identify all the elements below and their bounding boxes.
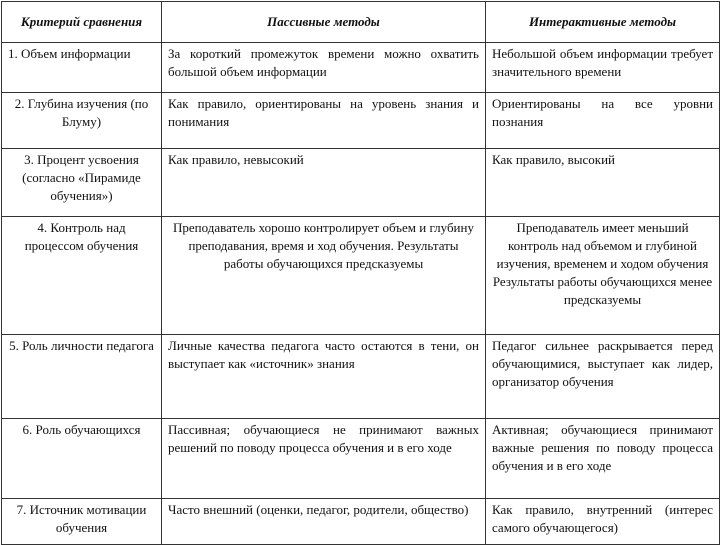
table-row — [2, 93, 720, 149]
header-interactive: Интерактивные методы — [486, 2, 720, 43]
table-row — [2, 149, 720, 217]
criterion-cell: 4. Контроль над процессом обучения — [2, 217, 162, 335]
header-passive: Пассивные методы — [162, 2, 486, 43]
header-criterion: Критерий сравнения — [2, 2, 162, 43]
comparison-table — [1, 1, 720, 545]
passive-cell: Пассивная; обучающиеся не принимают важных решений по поводу процесса обучения и в его ходе — [162, 419, 486, 499]
interactive-cell: Ориентированы на все уровни познания — [486, 93, 720, 149]
table-row — [2, 217, 720, 335]
table-row — [2, 335, 720, 419]
criterion-cell: 1. Объем информации — [2, 43, 162, 93]
passive-cell: Как правило, ориентированы на уровень знания и понимания — [162, 93, 486, 149]
passive-cell: Часто внешний (оценки, педагог, родители, общество) — [162, 499, 486, 545]
criterion-cell: 5. Роль личности педагога — [2, 335, 162, 419]
header-row — [2, 2, 720, 43]
criterion-cell: 2. Глубина изучения (по Блуму) — [2, 93, 162, 149]
interactive-cell: Преподаватель имеет меньший контроль над объемом и глубиной изучения, временем и ходом обучения Результаты работы обучающихся менее предсказуемы — [486, 217, 720, 335]
table-row — [2, 499, 720, 545]
interactive-cell: Как правило, высокий — [486, 149, 720, 217]
passive-cell: Личные качества педагога часто остаются в тени, он выступает как «источник» знания — [162, 335, 486, 419]
passive-cell: За короткий промежуток времени можно охватить большой объем информации — [162, 43, 486, 93]
interactive-cell: Педагог сильнее раскрывается перед обучающимися, выступает как лидер, организатор обучения — [486, 335, 720, 419]
criterion-cell: 3. Процент усвоения (согласно «Пирамиде обучения») — [2, 149, 162, 217]
table-row — [2, 419, 720, 499]
interactive-cell: Активная; обучающиеся принимают важные решения по поводу процесса обучения и в его ходе — [486, 419, 720, 499]
passive-cell: Преподаватель хорошо контролирует объем и глубину преподавания, время и ход обучения. Результаты работы обучающихся предсказуемы — [162, 217, 486, 335]
criterion-cell: 7. Источник мотивации обучения — [2, 499, 162, 545]
table-row — [2, 43, 720, 93]
criterion-cell: 6. Роль обучающихся — [2, 419, 162, 499]
passive-cell: Как правило, невысокий — [162, 149, 486, 217]
interactive-cell: Как правило, внутренний (интерес самого обучающегося) — [486, 499, 720, 545]
interactive-cell: Небольшой объем информации требует значительного времени — [486, 43, 720, 93]
